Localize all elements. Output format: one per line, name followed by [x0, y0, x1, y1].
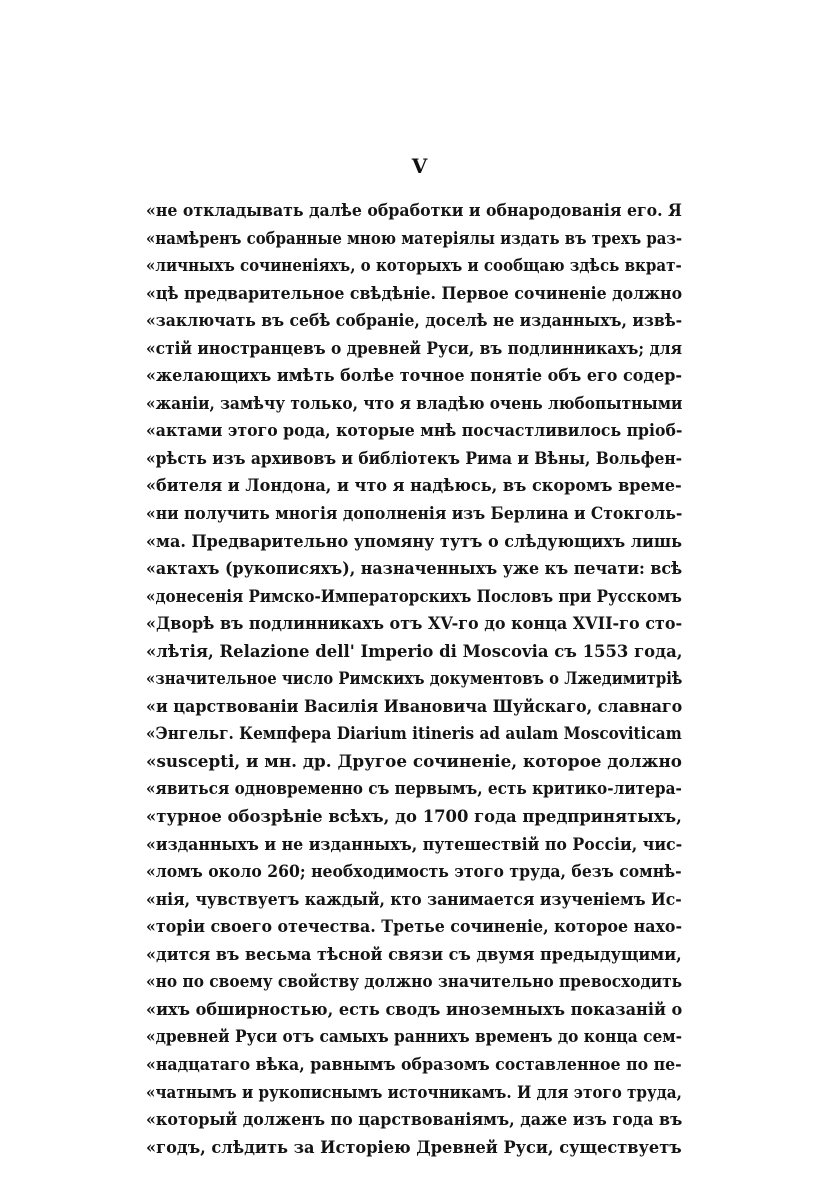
text-line: «изданныхъ и не изданныхъ, путешествій по Россіи, чис-: [146, 834, 683, 855]
text-line: «значительное число Римскихъ документовъ о Лжедимитріѣ: [146, 669, 683, 690]
text-line: «актахъ (рукописяхъ), назначенныхъ уже къ печати: всѣ: [146, 559, 683, 580]
text-line: «личныхъ сочиненіяхъ, о которыхъ и сообщаю здѣсь вкрат-: [146, 256, 682, 277]
text-line: «желающихъ имѣть болѣе точное понятіе объ его содер-: [146, 366, 683, 387]
text-line: «который долженъ по царствованіямъ, даже изъ года въ: [146, 1110, 683, 1131]
body-text: [146, 198, 682, 1162]
text-line: «не откладывать далѣе обработки и обнародованія его. Я: [146, 201, 682, 221]
text-line: «ихъ обширностью, есть сводъ иноземныхъ показаній о: [146, 999, 683, 1020]
page-number: V: [411, 154, 429, 178]
text-line: «явиться одновременно съ первымъ, есть критико-литера-: [146, 779, 682, 800]
text-line: «ма. Предварительно упомяну тутъ о слѣдующихъ лишь: [146, 531, 683, 552]
text-line: «заключать въ себѣ собраніе, доселѣ не изданныхъ, извѣ-: [146, 311, 683, 332]
text-line: «нія, чувствуетъ каждый, кто занимается изученіемъ Ис-: [146, 889, 682, 910]
text-line: «ломъ около 260; необходимость этого труда, безъ сомнѣ-: [146, 862, 682, 883]
text-line: «и царствованіи Василія Ивановича Шуйскаго, славнаго: [146, 696, 683, 717]
text-line: «донесенія Римско-Императорскихъ Пословъ при Русскомъ: [146, 586, 682, 607]
text-line: «Энгельг. Кемпфера Diarium itineris ad aulam Moscoviticam: [146, 724, 682, 745]
text-line: «ни получить многія дополненія изъ Берлина и Стокголь-: [146, 504, 683, 525]
text-line: «турное обозрѣніе всѣхъ, до 1700 года предпринятыхъ,: [146, 807, 682, 828]
text-line: «suscepti, и мн. др. Другое сочиненіе, которое должно: [146, 751, 682, 772]
text-line: «намѣренъ собранные мною матеріялы издать въ трехъ раз-: [146, 228, 683, 249]
text-line: «актами этого рода, которые мнѣ посчастливилось пріоб-: [146, 421, 683, 442]
text-line: «древней Руси отъ самыхъ раннихъ временъ до конца сем-: [146, 1027, 683, 1048]
text-line: «стій иностранцевъ о древней Руси, въ подлинникахъ; для: [146, 338, 683, 359]
text-line: «но по своему свойству должно значительно превосходить: [146, 972, 683, 993]
text-line: «торіи своего отечества. Третье сочиненіе, которое нахо-: [146, 917, 683, 938]
text-line: «цѣ предварительное свѣдѣніе. Первое сочиненіе должно: [146, 283, 683, 304]
text-line: «Дворѣ въ подлинникахъ отъ XV-го до конца XVII-го сто-: [146, 614, 683, 635]
text-line: «чатнымъ и рукописнымъ источникамъ. И для этого труда,: [146, 1082, 682, 1103]
text-line: «годъ, слѣдить за Исторіею Древней Руси, существуетъ: [146, 1137, 682, 1158]
text-line: «бителя и Лондона, и что я надѣюсь, въ скоромъ време-: [146, 476, 682, 497]
text-line: «жаніи, замѣчу только, что я владѣю очень любопытными: [146, 393, 683, 414]
text-line: «дится въ весьма тѣсной связи съ двумя предыдущими,: [146, 944, 682, 965]
text-line: «надцатаго вѣка, равнымъ образомъ составленное по пе-: [146, 1054, 682, 1075]
text-line: «рѣсть изъ архивовъ и библіотекъ Рима и Вѣны, Вольфен-: [146, 448, 683, 469]
text-line: «лѣтія, Relazione dell' Imperio di Moscovia съ 1553 года,: [146, 641, 683, 662]
